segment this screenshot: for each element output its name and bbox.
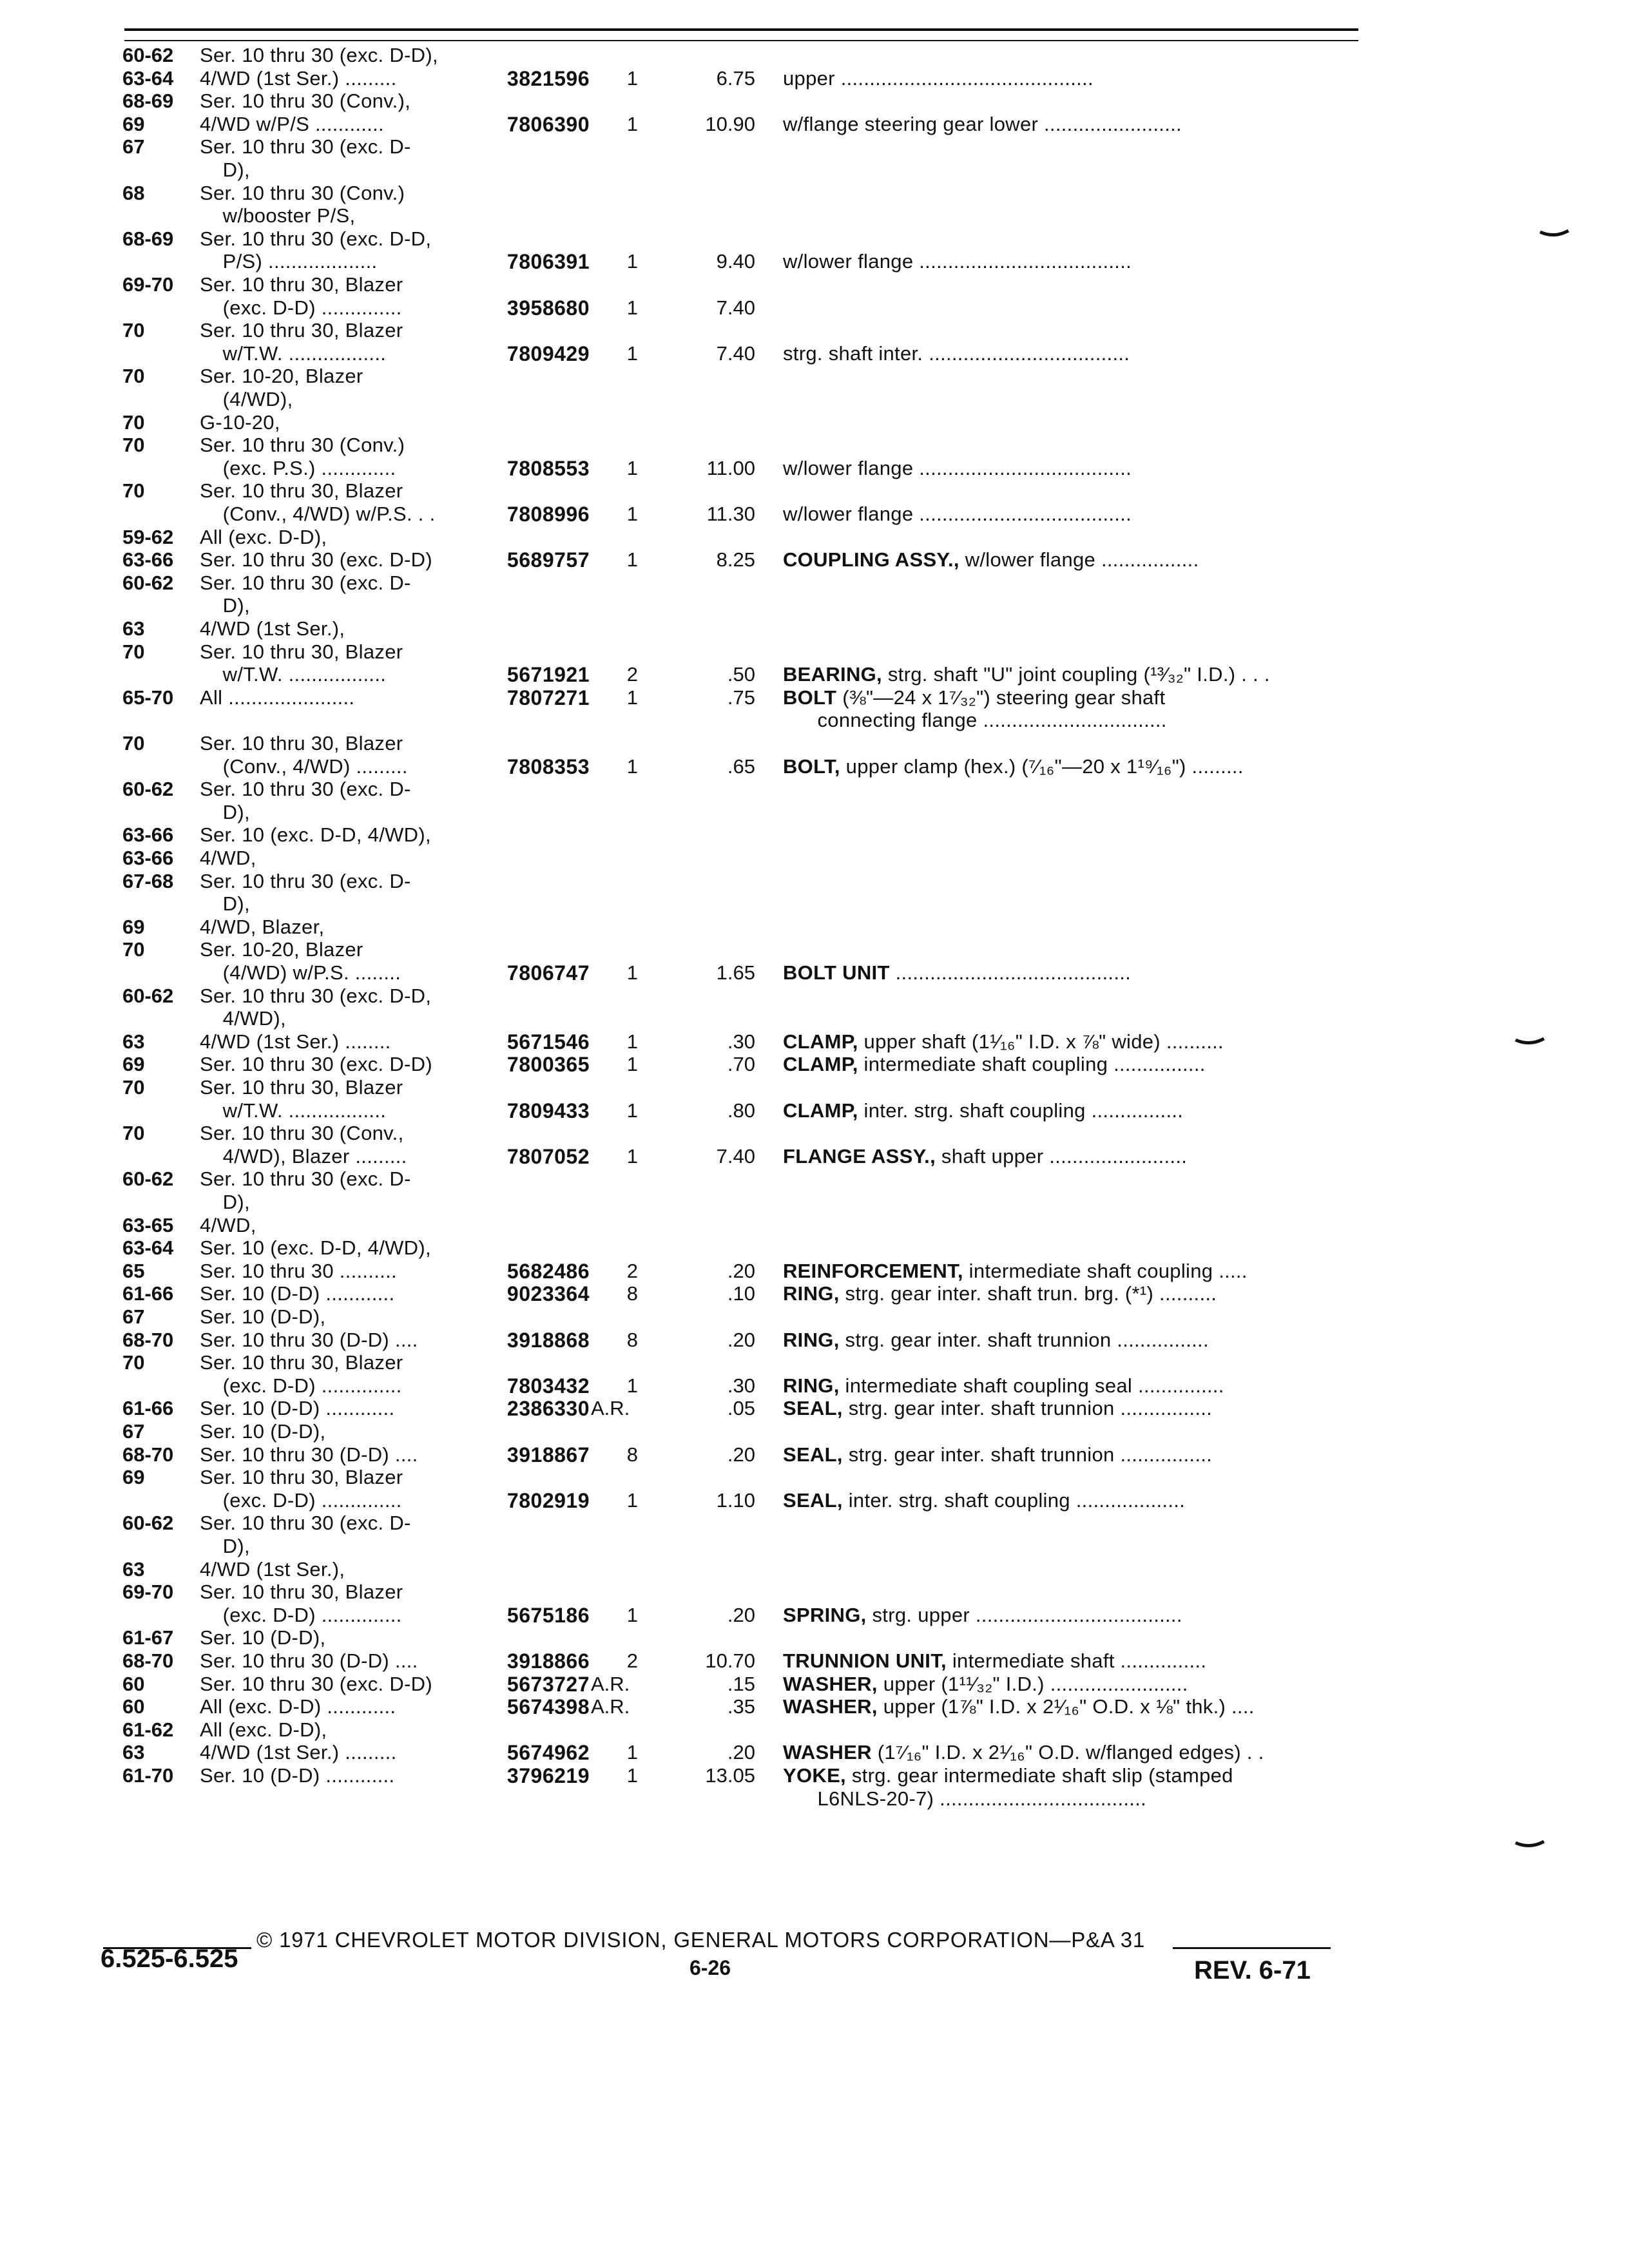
- application-text: Ser. 10 (exc. D-D, 4/WD),: [200, 823, 431, 847]
- application-text: Ser. 10 (D-D),: [200, 1626, 326, 1649]
- application-text: Ser. 10-20, Blazer: [200, 365, 363, 388]
- model-year: 60-62: [122, 44, 174, 66]
- part-number: 7807271: [506, 686, 590, 709]
- application-text: w/T.W. .................: [200, 663, 387, 686]
- application-text: (4/WD),: [200, 388, 293, 410]
- quantity: 8: [626, 1328, 638, 1351]
- part-description: COUPLING ASSY., w/lower flange .................: [783, 548, 1199, 572]
- part-number: 7809429: [506, 341, 590, 365]
- model-year: 65-70: [122, 686, 174, 709]
- list-price: .10: [727, 1282, 755, 1305]
- model-year: 69-70: [122, 273, 174, 296]
- application-text: Ser. 10 thru 30 (exc. D-: [200, 869, 411, 892]
- part-description: RING, strg. gear inter. shaft trunnion ................: [783, 1328, 1209, 1351]
- quantity: A.R.: [591, 1672, 630, 1695]
- part-number: 7808553: [506, 456, 590, 480]
- quantity: A.R.: [591, 1397, 630, 1420]
- application-text: D),: [200, 1191, 250, 1213]
- quantity: 1: [626, 112, 638, 135]
- model-year: 63: [122, 1030, 145, 1053]
- model-year: 68-70: [122, 1649, 174, 1672]
- model-year: 60-62: [122, 1168, 174, 1191]
- part-number: 5674962: [506, 1741, 590, 1765]
- quantity: 1: [626, 66, 638, 90]
- model-year: 68-70: [122, 1443, 174, 1466]
- quantity: 1: [626, 961, 638, 984]
- application-text: Ser. 10 thru 30, Blazer: [200, 1581, 403, 1604]
- footer-copyright: © 1971 CHEVROLET MOTOR DIVISION, GENERAL MOTORS CORPORATION—P&A 31: [256, 1928, 1146, 1952]
- quantity: 1: [626, 503, 638, 525]
- part-description: BOLT, upper clamp (hex.) (⁷⁄₁₆"—20 x 1¹⁹⁄₁₆") .........: [783, 754, 1244, 778]
- model-year: 68: [122, 181, 145, 204]
- part-number: 7808353: [506, 754, 590, 778]
- model-year: 70: [122, 365, 145, 388]
- part-description: w/lower flange .....................................: [783, 250, 1132, 273]
- application-text: Ser. 10-20, Blazer: [200, 938, 363, 961]
- list-price: .35: [727, 1695, 755, 1718]
- model-year: 61-70: [122, 1764, 174, 1787]
- application-text: Ser. 10 (D-D) ............: [200, 1397, 395, 1420]
- part-description: RING, strg. gear inter. shaft trun. brg. (*¹) ..........: [783, 1282, 1217, 1305]
- part-number: 3821596: [506, 66, 590, 90]
- quantity: 2: [626, 1259, 638, 1282]
- application-text: Ser. 10 thru 30 (exc. D-D): [200, 548, 432, 572]
- model-year: 63-66: [122, 847, 174, 869]
- part-number: 7808996: [506, 503, 590, 526]
- part-number: 7806390: [506, 112, 590, 136]
- part-number: 2386330: [506, 1397, 590, 1421]
- application-text: Ser. 10 thru 30 (exc. D-D),: [200, 44, 438, 66]
- application-text: D),: [200, 159, 250, 181]
- part-description: SPRING, strg. upper ....................................: [783, 1603, 1182, 1626]
- application-text: Ser. 10 (D-D) ............: [200, 1282, 395, 1305]
- application-text: (exc. D-D) ..............: [200, 1488, 402, 1512]
- list-price: 11.00: [706, 456, 755, 479]
- model-year: 70: [122, 410, 145, 434]
- application-text: Ser. 10 thru 30 (Conv.,: [200, 1122, 404, 1145]
- application-text: (exc. D-D) ..............: [200, 1374, 402, 1397]
- part-description: BEARING, strg. shaft "U" joint coupling (¹³⁄₃₂" I.D.) . . .: [783, 663, 1270, 686]
- part-number: 7802919: [506, 1488, 590, 1512]
- application-text: Ser. 10 thru 30 (D-D) ....: [200, 1443, 418, 1466]
- application-text: 4/WD (1st Ser.) .........: [200, 1741, 397, 1764]
- part-description: CLAMP, intermediate shaft coupling ................: [783, 1053, 1206, 1076]
- margin-mark-1: [1539, 229, 1570, 238]
- model-year: 65: [122, 1259, 145, 1282]
- quantity: 1: [626, 456, 638, 479]
- application-text: (exc. D-D) ..............: [200, 1603, 402, 1626]
- part-description: w/lower flange .....................................: [783, 456, 1132, 479]
- application-text: w/T.W. .................: [200, 1099, 387, 1122]
- application-text: 4/WD,: [200, 847, 256, 869]
- top-rule: [124, 28, 1358, 31]
- model-year: 60: [122, 1695, 145, 1718]
- model-year: 70: [122, 319, 145, 342]
- part-description: RING, intermediate shaft coupling seal ...............: [783, 1374, 1224, 1397]
- part-number: 3918866: [506, 1649, 590, 1673]
- quantity: 1: [626, 686, 638, 709]
- model-year: 61-66: [122, 1282, 174, 1305]
- part-description: w/lower flange .....................................: [783, 503, 1132, 525]
- application-text: 4/WD, Blazer,: [200, 915, 325, 938]
- model-year: 70: [122, 1351, 145, 1374]
- part-number: 9023364: [506, 1282, 590, 1306]
- model-year: 61-62: [122, 1718, 174, 1741]
- model-year: 70: [122, 640, 145, 663]
- application-text: (Conv., 4/WD) .........: [200, 754, 408, 778]
- list-price: .30: [727, 1374, 755, 1397]
- top-rule-thin: [124, 40, 1358, 41]
- list-price: .75: [727, 686, 755, 709]
- quantity: 1: [626, 1030, 638, 1053]
- application-text: Ser. 10 thru 30, Blazer: [200, 479, 403, 503]
- quantity: 1: [626, 548, 638, 572]
- quantity: 1: [626, 754, 638, 778]
- application-text: All (exc. D-D) ............: [200, 1695, 396, 1718]
- application-text: Ser. 10 thru 30 (exc. D-: [200, 1168, 411, 1191]
- application-text: Ser. 10 thru 30, Blazer: [200, 273, 403, 296]
- part-description: w/flange steering gear lower ........................: [783, 112, 1182, 135]
- part-number: 7806747: [506, 961, 590, 985]
- part-number: 3796219: [506, 1764, 590, 1787]
- list-price: .20: [727, 1443, 755, 1466]
- list-price: 7.40: [716, 1144, 755, 1168]
- part-description: upper ............................................: [783, 66, 1094, 90]
- model-year: 61-66: [122, 1397, 174, 1420]
- quantity: 8: [626, 1443, 638, 1466]
- model-year: 63-66: [122, 823, 174, 847]
- part-description: SEAL, inter. strg. shaft coupling ...................: [783, 1488, 1186, 1512]
- quantity: 1: [626, 1374, 638, 1397]
- list-price: .20: [727, 1259, 755, 1282]
- list-price: 8.25: [716, 548, 755, 572]
- application-text: Ser. 10 thru 30 (Conv.),: [200, 90, 411, 113]
- model-year: 67: [122, 1305, 145, 1328]
- list-price: 6.75: [716, 66, 755, 90]
- list-price: 13.05: [705, 1764, 755, 1787]
- quantity: 1: [626, 1488, 638, 1512]
- application-text: Ser. 10 thru 30, Blazer: [200, 640, 403, 663]
- application-text: All (exc. D-D),: [200, 525, 327, 548]
- part-number: 3958680: [506, 296, 590, 320]
- model-year: 63: [122, 1741, 145, 1764]
- application-text: Ser. 10 thru 30 (Conv.): [200, 434, 405, 457]
- model-year: 60-62: [122, 778, 174, 801]
- list-price: .65: [727, 754, 755, 778]
- model-year: 67-68: [122, 869, 174, 892]
- quantity: 8: [626, 1282, 638, 1305]
- application-text: w/T.W. .................: [200, 341, 387, 365]
- model-year: 63-64: [122, 66, 174, 90]
- model-year: 63-65: [122, 1213, 174, 1236]
- application-text: (Conv., 4/WD) w/P.S. . .: [200, 503, 436, 525]
- model-year: 60-62: [122, 1512, 174, 1535]
- part-description: BOLT (⅜"—24 x 1⁷⁄₃₂") steering gear shaft: [783, 686, 1166, 709]
- model-year: 63-64: [122, 1236, 174, 1260]
- application-text: P/S) ...................: [200, 250, 378, 273]
- application-text: D),: [200, 594, 250, 617]
- part-number: 5673727: [506, 1672, 590, 1696]
- part-description: WASHER, upper (1⅞" I.D. x 2¹⁄₁₆" O.D. x ⅛" thk.) ....: [783, 1695, 1255, 1718]
- application-text: D),: [200, 1535, 250, 1557]
- model-year: 70: [122, 1122, 145, 1145]
- application-text: Ser. 10 thru 30, Blazer: [200, 732, 403, 754]
- part-number: 5671546: [506, 1030, 590, 1053]
- list-price: .20: [727, 1741, 755, 1764]
- margin-mark-3: [1514, 1840, 1545, 1849]
- part-number: 7803432: [506, 1374, 590, 1398]
- list-price: 1.65: [716, 961, 755, 984]
- model-year: 60-62: [122, 984, 174, 1007]
- part-number: 7806391: [506, 250, 590, 274]
- part-description: REINFORCEMENT, intermediate shaft coupling .....: [783, 1259, 1248, 1282]
- part-description: YOKE, strg. gear intermediate shaft slip (stamped: [783, 1764, 1233, 1787]
- application-text: Ser. 10 thru 30 (D-D) ....: [200, 1649, 418, 1672]
- model-year: 61-67: [122, 1626, 174, 1649]
- model-year: 69: [122, 112, 145, 135]
- part-number: 3918867: [506, 1443, 590, 1466]
- footer-section-number: 6.525-6.525: [101, 1945, 238, 1973]
- model-year: 69: [122, 1053, 145, 1076]
- quantity: 2: [626, 1649, 638, 1672]
- model-year: 70: [122, 732, 145, 754]
- list-price: 10.90: [705, 112, 755, 135]
- application-text: 4/WD),: [200, 1007, 286, 1030]
- part-number: 5682486: [506, 1259, 590, 1283]
- part-number: 5675186: [506, 1603, 590, 1627]
- application-text: Ser. 10 thru 30 (exc. D-D,: [200, 984, 432, 1007]
- model-year: 69: [122, 1466, 145, 1489]
- part-number: 5689757: [506, 548, 590, 572]
- model-year: 70: [122, 479, 145, 503]
- model-year: 68-70: [122, 1328, 174, 1351]
- list-price: .15: [727, 1672, 755, 1695]
- margin-mark-2: [1514, 1037, 1545, 1046]
- footer-rule-right: [1173, 1947, 1331, 1949]
- application-text: G-10-20,: [200, 410, 280, 434]
- application-text: Ser. 10 (D-D),: [200, 1420, 326, 1443]
- application-text: Ser. 10 thru 30, Blazer: [200, 1466, 403, 1489]
- quantity: 1: [626, 1764, 638, 1787]
- application-text: Ser. 10 thru 30 (exc. D-D,: [200, 227, 432, 250]
- application-text: Ser. 10 (D-D),: [200, 1305, 326, 1328]
- part-description: connecting flange ................................: [783, 709, 1167, 732]
- application-text: Ser. 10 thru 30 (exc. D-D): [200, 1053, 432, 1076]
- application-text: Ser. 10 thru 30 (exc. D-: [200, 135, 411, 159]
- model-year: 70: [122, 938, 145, 961]
- application-text: D),: [200, 892, 250, 916]
- part-description: TRUNNION UNIT, intermediate shaft ...............: [783, 1649, 1207, 1672]
- quantity: 1: [626, 1099, 638, 1122]
- model-year: 68-69: [122, 90, 174, 113]
- application-text: Ser. 10 thru 30 ..........: [200, 1259, 397, 1282]
- part-description: WASHER, upper (1¹¹⁄₃₂" I.D.) ........................: [783, 1672, 1188, 1695]
- model-year: 67: [122, 135, 145, 159]
- part-number: 7807052: [506, 1144, 590, 1168]
- part-number: 5671921: [506, 663, 590, 687]
- application-text: Ser. 10 thru 30, Blazer: [200, 319, 403, 342]
- application-text: 4/WD), Blazer .........: [200, 1144, 407, 1168]
- quantity: 1: [626, 296, 638, 319]
- list-price: .30: [727, 1030, 755, 1053]
- application-text: 4/WD w/P/S ............: [200, 112, 384, 135]
- part-number: 7809433: [506, 1099, 590, 1122]
- quantity: 1: [626, 1053, 638, 1076]
- part-number: 7800365: [506, 1053, 590, 1077]
- list-price: 7.40: [716, 341, 755, 365]
- list-price: .20: [727, 1328, 755, 1351]
- list-price: 1.10: [716, 1488, 755, 1512]
- part-description: SEAL, strg. gear inter. shaft trunnion ................: [783, 1397, 1213, 1420]
- model-year: 60-62: [122, 571, 174, 594]
- list-price: .05: [727, 1397, 755, 1420]
- quantity: 1: [626, 250, 638, 273]
- application-text: Ser. 10 thru 30 (exc. D-: [200, 1512, 411, 1535]
- application-text: (exc. D-D) ..............: [200, 296, 402, 319]
- application-text: (exc. P.S.) .............: [200, 456, 396, 479]
- part-number: 3918868: [506, 1328, 590, 1352]
- application-text: Ser. 10 thru 30 (exc. D-: [200, 571, 411, 594]
- quantity: 1: [626, 341, 638, 365]
- model-year: 59-62: [122, 525, 174, 548]
- list-price: 10.70: [705, 1649, 755, 1672]
- part-description: FLANGE ASSY., shaft upper ........................: [783, 1144, 1188, 1168]
- model-year: 60: [122, 1672, 145, 1695]
- part-description: WASHER (1⁷⁄₁₆" I.D. x 2¹⁄₁₆" O.D. w/flanged edges) . .: [783, 1741, 1264, 1764]
- part-description: SEAL, strg. gear inter. shaft trunnion ................: [783, 1443, 1213, 1466]
- application-text: 4/WD,: [200, 1213, 256, 1236]
- model-year: 67: [122, 1420, 145, 1443]
- application-text: 4/WD (1st Ser.) .........: [200, 66, 397, 90]
- part-description: BOLT UNIT .........................................: [783, 961, 1132, 984]
- list-price: .20: [727, 1603, 755, 1626]
- application-text: 4/WD (1st Ser.) ........: [200, 1030, 391, 1053]
- list-price: 9.40: [716, 250, 755, 273]
- list-price: 11.30: [706, 503, 755, 525]
- model-year: 68-69: [122, 227, 174, 250]
- quantity: 1: [626, 1144, 638, 1168]
- quantity: 1: [626, 1603, 638, 1626]
- application-text: Ser. 10 thru 30 (exc. D-D): [200, 1672, 432, 1695]
- list-price: 7.40: [716, 296, 755, 319]
- application-text: Ser. 10 (exc. D-D, 4/WD),: [200, 1236, 431, 1260]
- part-description: CLAMP, upper shaft (1¹⁄₁₆" I.D. x ⅞" wide) ..........: [783, 1030, 1224, 1053]
- application-text: 4/WD (1st Ser.),: [200, 1557, 345, 1581]
- application-text: w/booster P/S,: [200, 204, 356, 227]
- list-price: .80: [727, 1099, 755, 1122]
- application-text: Ser. 10 thru 30 (exc. D-: [200, 778, 411, 801]
- model-year: 63-66: [122, 548, 174, 572]
- application-text: 4/WD (1st Ser.),: [200, 617, 345, 640]
- application-text: (4/WD) w/P.S. ........: [200, 961, 401, 984]
- application-text: Ser. 10 thru 30 (Conv.): [200, 181, 405, 204]
- model-year: 69: [122, 915, 145, 938]
- model-year: 70: [122, 434, 145, 457]
- application-text: Ser. 10 thru 30 (D-D) ....: [200, 1328, 418, 1351]
- part-description: CLAMP, inter. strg. shaft coupling ................: [783, 1099, 1184, 1122]
- footer-page-number: 6-26: [689, 1956, 731, 1979]
- part-description: strg. shaft inter. ...................................: [783, 341, 1130, 365]
- model-year: 70: [122, 1076, 145, 1099]
- application-text: All (exc. D-D),: [200, 1718, 327, 1741]
- quantity: 2: [626, 663, 638, 686]
- list-price: .50: [727, 663, 755, 686]
- application-text: D),: [200, 800, 250, 823]
- quantity: A.R.: [591, 1695, 630, 1718]
- application-text: Ser. 10 thru 30, Blazer: [200, 1351, 403, 1374]
- part-number: 5674398: [506, 1695, 590, 1719]
- application-text: Ser. 10 (D-D) ............: [200, 1764, 395, 1787]
- part-description: L6NLS-20-7) ....................................: [783, 1787, 1147, 1810]
- list-price: .70: [727, 1053, 755, 1076]
- model-year: 63: [122, 1557, 145, 1581]
- quantity: 1: [626, 1741, 638, 1764]
- model-year: 69-70: [122, 1581, 174, 1604]
- footer-revision: REV. 6-71: [1194, 1956, 1311, 1984]
- application-text: All ......................: [200, 686, 355, 709]
- model-year: 63: [122, 617, 145, 640]
- application-text: Ser. 10 thru 30, Blazer: [200, 1076, 403, 1099]
